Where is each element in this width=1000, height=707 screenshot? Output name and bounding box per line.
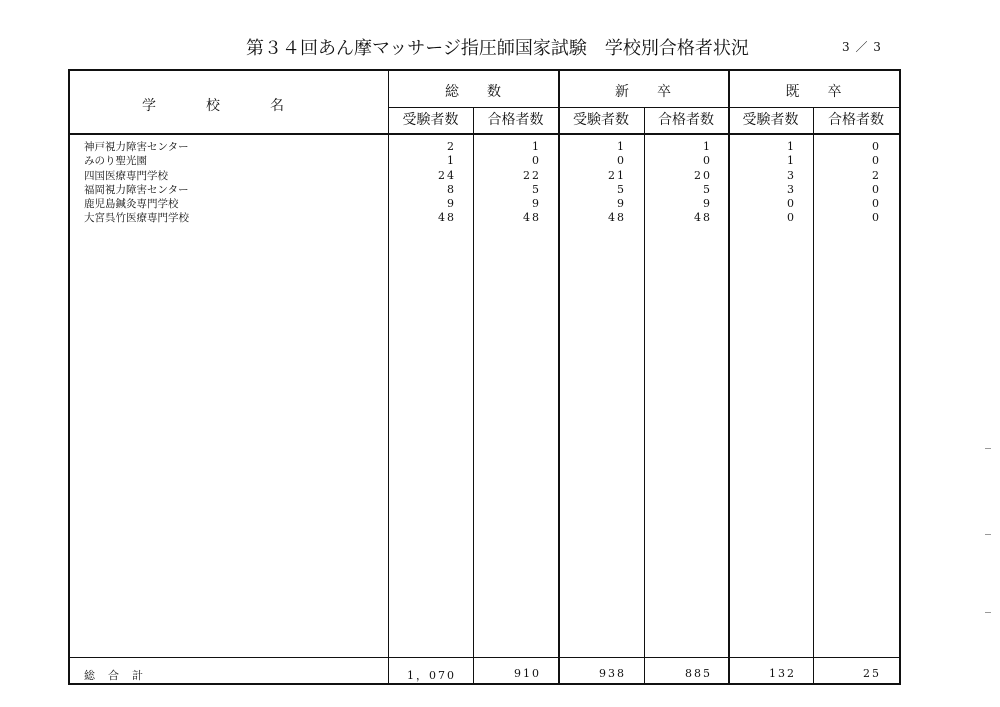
sub-header-total-examinees: 受験者数: [402, 112, 459, 128]
total-new-passed: 885: [685, 667, 712, 680]
column-new-passed: [644, 140, 712, 226]
column-new-examinees: [558, 140, 626, 226]
cell-value: 0: [787, 197, 796, 211]
column-prior-examinees: [728, 140, 796, 226]
cell-value: 0: [872, 140, 881, 153]
column-prior-passed: [813, 140, 881, 226]
scan-mark: [985, 534, 991, 535]
school-name: 大宮呉竹医療専門学校: [84, 212, 189, 225]
school-name: 福岡視力障害センター: [84, 183, 189, 196]
cell-value: 5: [703, 182, 712, 196]
cell-value: 0: [617, 154, 626, 168]
cell-value: 2: [872, 168, 881, 182]
group-header-prior-grad: 既 卒: [785, 84, 842, 100]
school-name-list: [84, 140, 189, 226]
cell-value: 1: [617, 140, 626, 153]
sub-header-total-passed: 合格者数: [487, 112, 544, 128]
cell-value: 48: [608, 211, 626, 225]
school-name: 神戸視力障害センター: [84, 141, 189, 153]
cell-value: 0: [787, 211, 796, 225]
cell-value: 48: [523, 211, 541, 225]
group-header-new-grad: 新 卒: [615, 84, 671, 100]
total-row-rule: [70, 657, 899, 658]
cell-value: 1: [787, 140, 796, 153]
cell-value: 3: [787, 182, 796, 196]
cell-value: 9: [447, 197, 456, 211]
cell-value: 9: [617, 197, 626, 211]
document-title: 第３４回あん摩マッサージ指圧師国家試験 学校別合格者状況: [246, 38, 749, 59]
cell-value: 5: [617, 182, 626, 196]
cell-value: 48: [694, 211, 712, 225]
header-bottom-rule: [70, 133, 899, 135]
cell-value: 5: [532, 182, 541, 196]
cell-value: 0: [703, 154, 712, 168]
cell-value: 0: [872, 154, 881, 168]
cell-value: 1: [532, 140, 541, 153]
sub-header-new-examinees: 受験者数: [573, 112, 629, 128]
cell-value: 1: [703, 140, 712, 153]
school-name: 鹿児島鍼灸専門学校: [84, 198, 179, 211]
column-total-passed: [473, 140, 541, 226]
scan-mark: [985, 612, 991, 613]
group-header-total: 総 数: [445, 84, 501, 100]
cell-value: 48: [438, 211, 456, 225]
school-name-header: 学 校 名: [142, 98, 286, 114]
sub-header-old-examinees: 受験者数: [742, 112, 799, 128]
cell-value: 24: [438, 168, 456, 182]
total-passed: 910: [514, 667, 541, 680]
school-name: みのり聖光園: [84, 155, 147, 168]
school-name: 四国医療専門学校: [84, 169, 168, 182]
cell-value: 3: [787, 168, 796, 182]
cell-value: 0: [872, 197, 881, 211]
cell-value: 1: [787, 154, 796, 168]
column-total-examinees: [388, 140, 456, 226]
page-number: 3 ／ 3: [842, 40, 882, 54]
sub-header-new-passed: 合格者数: [658, 112, 714, 128]
total-examinees: 1，070: [407, 669, 456, 682]
scan-mark: [985, 448, 991, 449]
cell-value: 0: [872, 211, 881, 225]
cell-value: 2: [447, 140, 456, 153]
cell-value: 9: [532, 197, 541, 211]
total-new-examinees: 938: [599, 667, 626, 680]
sub-header-old-passed: 合格者数: [828, 112, 884, 128]
grand-total-label: 総 合 計: [84, 669, 144, 682]
cell-value: 21: [608, 168, 626, 182]
cell-value: 8: [447, 182, 456, 196]
total-prior-examinees: 132: [769, 667, 796, 680]
cell-value: 9: [703, 197, 712, 211]
cell-value: 20: [694, 168, 712, 182]
cell-value: 0: [532, 154, 541, 168]
cell-value: 22: [523, 168, 541, 182]
cell-value: 1: [447, 154, 456, 168]
cell-value: 0: [872, 182, 881, 196]
results-table: [68, 69, 901, 685]
total-prior-passed: 25: [863, 667, 881, 680]
